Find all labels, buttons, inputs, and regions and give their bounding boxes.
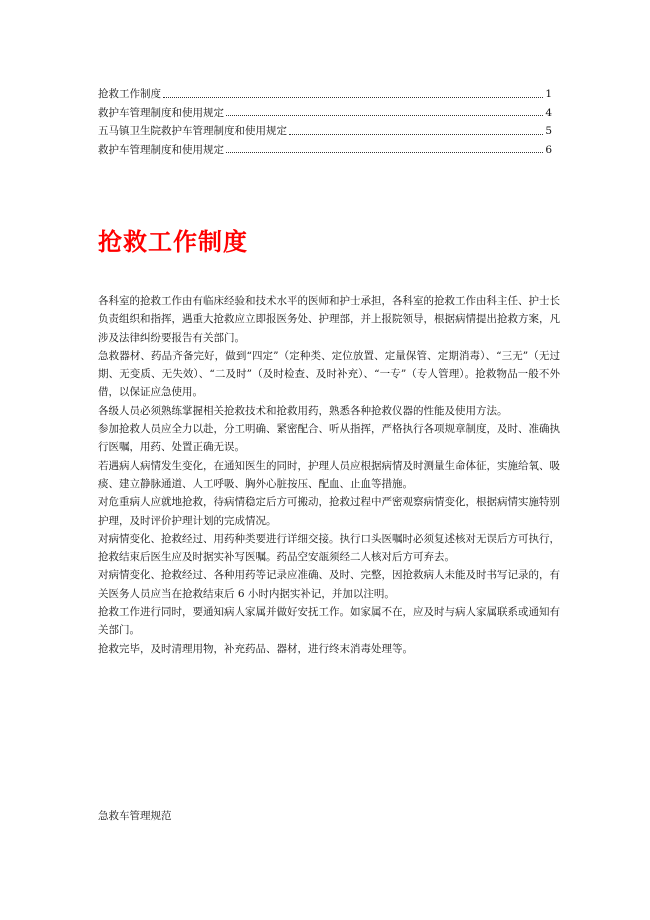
paragraph: 急救器材、药品齐备完好，做到“四定”（定种类、定位放置、定量保管、定期消毒）、“三无”（无过期、无变质、无失效）、“二及时”（及时检查、及时补充）、“一专”（专人管理）。抢救物品一般不外借，以保证应急使用。: [98, 349, 560, 399]
paragraph: 对病情变化、抢救经过、用药种类要进行详细交接。执行口头医嘱时必须复述核对无误后方可执行，抢救结束后医生应及时据实补写医嘱。药品空安瓿须经二人核对后方可弃去。: [98, 532, 560, 564]
toc-leader-dots: [226, 114, 543, 116]
toc-entry-page: 1: [545, 88, 552, 100]
paragraph: 各科室的抢救工作由有临床经验和技术水平的医师和护士承担，各科室的抢救工作由科主任、护士长负责组织和指挥，遇重大抢救应立即报医务处、护理部，并上报院领导，根据病情提出抢救方案，凡涉及法律纠纷要报告有关部门。: [98, 295, 560, 344]
toc-leader-dots: [289, 133, 543, 135]
next-section-title: 急救车管理规范: [98, 810, 172, 822]
toc-entry[interactable]: [98, 100, 552, 119]
toc-entry-title: 五马镇卫生院救护车管理制度和使用规定: [98, 125, 287, 137]
body-text: [98, 292, 560, 658]
toc-entry-page: 6: [545, 143, 552, 156]
toc-leader-dots: [163, 96, 543, 98]
table-of-contents: [98, 81, 552, 155]
toc-entry[interactable]: [98, 137, 552, 156]
paragraph: 若遇病人病情发生变化，在通知医生的同时，护理人员应根据病情及时测量生命体征，实施给氧、吸痰、建立静脉通道、人工呼吸、胸外心脏按压、配血、止血等措施。: [98, 459, 560, 490]
paragraph: 各级人员必须熟练掌握相关抢救技术和抢救用药，熟悉各种抢救仪器的性能及使用方法。: [98, 404, 508, 417]
toc-entry-title: 救护车管理制度和使用规定: [98, 106, 224, 119]
paragraph: 对病情变化、抢救经过、各种用药等记录应准确、及时、完整，因抢救病人未能及时书写记录的，有关医务人员应当在抢救结束后 6 小时内据实补记，并加以注明。: [98, 569, 560, 600]
toc-entry-title: 救护车管理制度和使用规定: [98, 143, 224, 156]
toc-entry[interactable]: [98, 118, 552, 137]
section-heading: 抢救工作制度: [98, 228, 248, 256]
toc-entry-title: 抢救工作制度: [98, 88, 161, 100]
toc-entry-page: 5: [545, 125, 552, 137]
paragraph: 对危重病人应就地抢救，待病情稳定后方可搬动，抢救过程中严密观察病情变化，根据病情实施特别护理，及时评价护理计划的完成情况。: [98, 496, 560, 527]
paragraph: 抢救完毕，及时清理用物，补充药品、器材，进行终末消毒处理等。: [98, 642, 413, 655]
toc-leader-dots: [226, 151, 543, 153]
toc-entry[interactable]: [98, 81, 552, 100]
paragraph: 参加抢救人员应全力以赴，分工明确、紧密配合、听从指挥，严格执行各项规章制度，及时、准确执行医嘱，用药、处置正确无误。: [98, 423, 560, 454]
paragraph: 抢救工作进行同时，要通知病人家属并做好安抚工作。如家属不在，应及时与病人家属联系或通知有关部门。: [98, 606, 560, 637]
toc-entry-page: 4: [545, 106, 552, 119]
